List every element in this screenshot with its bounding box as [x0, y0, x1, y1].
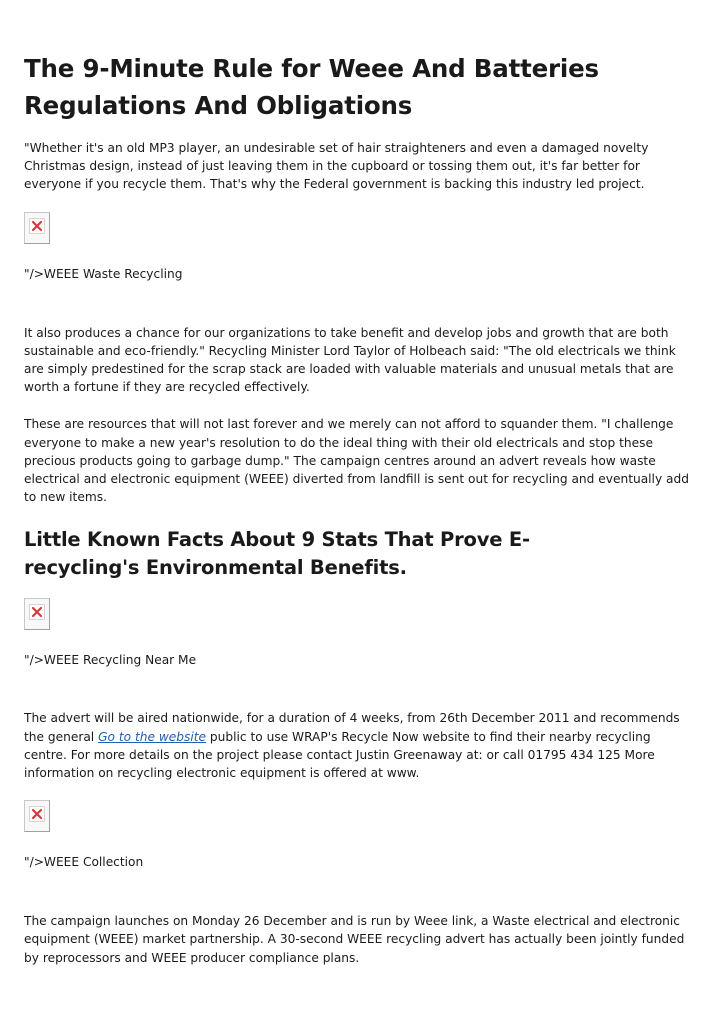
image-caption: "/>WEEE Collection — [24, 855, 144, 870]
intro-paragraph: "Whether it's an old MP3 player, an undesirable set of hair straighteners and even a damaged novelty Christmas design, instead of just leaving them in the cupboard or tossing them out, it's far better for everyone if you recycle them. That's why the Federal government is backing this industry led project. — [24, 141, 649, 192]
paragraph-text: public to use WRAP's Recycle Now website to find their nearby recycling centre. For more details on the project please contact Justin Greenaway at: or call 01795 434 125 More information on recycling electronic equipment is offered at www. — [24, 729, 655, 781]
image-caption: "/>WEEE Recycling Near Me — [24, 653, 197, 668]
image-caption: "/>WEEE Waste Recycling — [24, 266, 183, 281]
broken-image-icon — [24, 598, 50, 630]
body-paragraph: The campaign launches on Monday 26 December and is run by Weee link, a Waste electrical and electronic equipment (WEEE) market partnership. A 30-second WEEE recycling advert has actually been jointly funded by reprocessors and WEEE producer compliance plans. — [24, 914, 685, 965]
section-heading: Little Known Facts About 9 Stats That Prove E-recycling's Environmental Benefits. — [24, 528, 530, 580]
website-link[interactable]: Go to the website — [98, 729, 207, 744]
article — [24, 50, 696, 967]
broken-image-icon — [24, 212, 50, 244]
broken-image-icon — [24, 800, 50, 832]
body-paragraph: It also produces a chance for our organizations to take benefit and develop jobs and growth that are both sustainable and eco-friendly." Recycling Minister Lord Taylor of Holbeach said: "The old electricals we think are simply predestined for the scrap stack are loaded with valuable materials and unusual metals that are worth a fortune if they are recycled effectively. — [24, 325, 676, 395]
page-title: The 9-Minute Rule for Weee And Batteries Regulations And Obligations — [24, 54, 599, 120]
body-paragraph — [24, 709, 696, 782]
body-paragraph: These are resources that will not last forever and we merely can not afford to squander them. "I challenge everyone to make a new year's resolution to do the ideal thing with their old electricals and stop these precious products going to garbage dump." The campaign centres around an advert reveals how waste electrical and electronic equipment (WEEE) diverted from landfill is sent out for recycling and eventually add to new items. — [24, 417, 689, 505]
paragraph-text: The advert will be aired nationwide, for a duration of 4 weeks, from 26th December 2011 and recommends the general — [24, 711, 680, 744]
